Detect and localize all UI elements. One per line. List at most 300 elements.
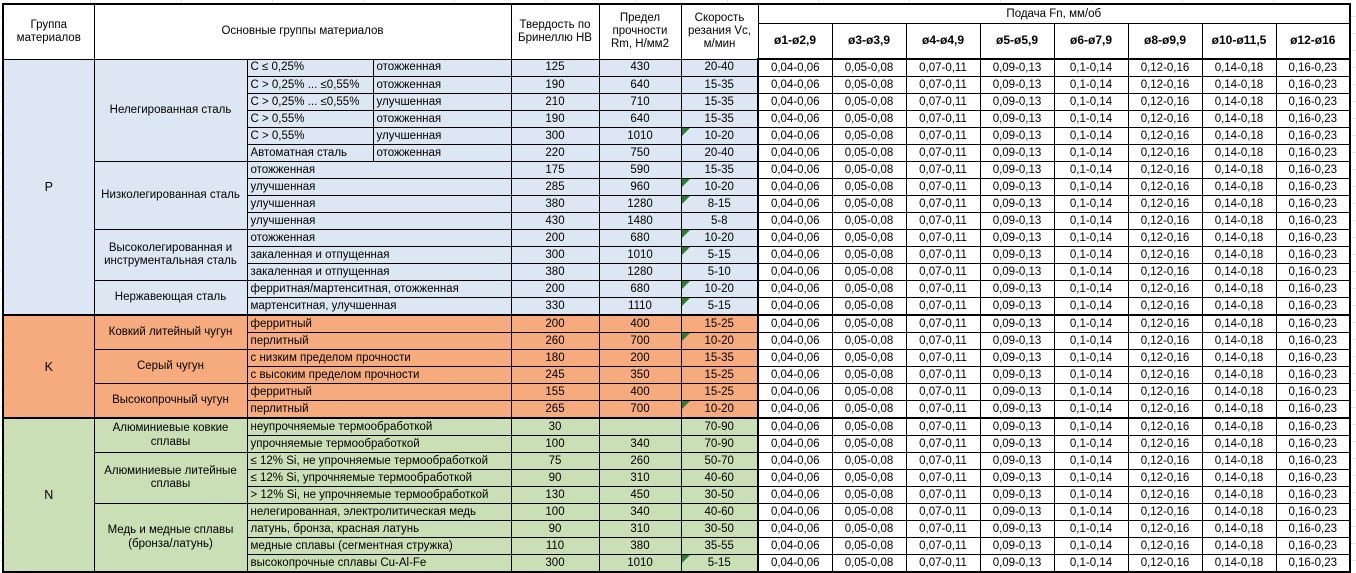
material-group-name-cell[interactable]: Нелегированная сталь xyxy=(94,59,247,162)
feed-cell[interactable]: 0,14-0,18 xyxy=(1202,162,1276,179)
material-condition-cell[interactable]: отожженная xyxy=(247,230,511,247)
cutting-speed-cell[interactable] xyxy=(681,521,758,538)
feed-cell[interactable]: 0,16-0,23 xyxy=(1276,264,1350,281)
material-condition-cell[interactable]: упрочняемые термообработкой xyxy=(247,436,511,453)
hardness-cell[interactable]: 90 xyxy=(511,521,599,538)
feed-cell[interactable]: 0,05-0,08 xyxy=(832,281,906,298)
strength-cell[interactable]: 310 xyxy=(599,521,681,538)
feed-cell[interactable]: 0,05-0,08 xyxy=(832,538,906,555)
feed-cell[interactable]: 0,1-0,14 xyxy=(1054,555,1128,573)
feed-cell[interactable]: 0,05-0,08 xyxy=(832,418,906,436)
feed-cell[interactable]: 0,16-0,23 xyxy=(1276,94,1350,111)
feed-cell[interactable]: 0,05-0,08 xyxy=(832,350,906,367)
feed-cell[interactable]: 0,07-0,11 xyxy=(906,264,980,281)
feed-cell[interactable]: 0,05-0,08 xyxy=(832,453,906,470)
feed-cell[interactable]: 0,16-0,23 xyxy=(1276,179,1350,196)
feed-cell[interactable]: 0,16-0,23 xyxy=(1276,111,1350,128)
material-group-code-cell[interactable]: P xyxy=(3,59,94,315)
hardness-cell[interactable]: 300 xyxy=(511,128,599,145)
feed-cell[interactable]: 0,04-0,06 xyxy=(758,264,832,281)
material-condition-cell[interactable]: с низким пределом прочности xyxy=(247,350,511,367)
feed-cell[interactable]: 0,05-0,08 xyxy=(832,487,906,504)
treatment-cell[interactable]: улучшенная xyxy=(373,94,511,111)
feed-cell[interactable]: 0,07-0,11 xyxy=(906,350,980,367)
cutting-speed-cell[interactable] xyxy=(681,453,758,470)
strength-cell[interactable]: 590 xyxy=(599,162,681,179)
feed-cell[interactable]: 0,14-0,18 xyxy=(1202,418,1276,436)
feed-cell[interactable]: 0,16-0,23 xyxy=(1276,59,1350,77)
feed-cell[interactable]: 0,04-0,06 xyxy=(758,538,832,555)
feed-cell[interactable]: 0,09-0,13 xyxy=(980,128,1054,145)
feed-cell[interactable]: 0,14-0,18 xyxy=(1202,230,1276,247)
feed-cell[interactable]: 0,09-0,13 xyxy=(980,470,1054,487)
feed-diameter-col-header[interactable]: ø12-ø16 xyxy=(1276,24,1350,60)
strength-cell[interactable]: 430 xyxy=(599,59,681,77)
strength-cell[interactable]: 1010 xyxy=(599,128,681,145)
feed-cell[interactable]: 0,1-0,14 xyxy=(1054,281,1128,298)
feed-cell[interactable]: 0,16-0,23 xyxy=(1276,230,1350,247)
feed-cell[interactable]: 0,14-0,18 xyxy=(1202,521,1276,538)
feed-cell[interactable]: 0,12-0,16 xyxy=(1128,145,1202,162)
feed-cell[interactable]: 0,07-0,11 xyxy=(906,179,980,196)
material-condition-cell[interactable]: отожженная xyxy=(247,162,511,179)
feed-cell[interactable]: 0,12-0,16 xyxy=(1128,128,1202,145)
feed-cell[interactable]: 0,07-0,11 xyxy=(906,145,980,162)
material-condition-cell[interactable]: ферритный xyxy=(247,384,511,401)
feed-cell[interactable]: 0,04-0,06 xyxy=(758,504,832,521)
hardness-cell[interactable]: 90 xyxy=(511,470,599,487)
material-group-name-cell[interactable]: Медь и медные сплавы (бронза/латунь) xyxy=(94,504,247,573)
cutting-speed-cell[interactable] xyxy=(681,179,758,196)
material-subtype-cell[interactable]: C > 0,55% xyxy=(247,128,373,145)
strength-cell[interactable]: 750 xyxy=(599,145,681,162)
feed-cell[interactable]: 0,14-0,18 xyxy=(1202,470,1276,487)
feed-cell[interactable]: 0,07-0,11 xyxy=(906,538,980,555)
cutting-speed-cell[interactable] xyxy=(681,247,758,264)
feed-cell[interactable]: 0,09-0,13 xyxy=(980,521,1054,538)
feed-cell[interactable]: 0,07-0,11 xyxy=(906,94,980,111)
feed-cell[interactable]: 0,14-0,18 xyxy=(1202,247,1276,264)
feed-cell[interactable]: 0,1-0,14 xyxy=(1054,59,1128,77)
material-condition-cell[interactable]: перлитный xyxy=(247,401,511,419)
feed-cell[interactable]: 0,1-0,14 xyxy=(1054,453,1128,470)
feed-cell[interactable]: 0,04-0,06 xyxy=(758,401,832,419)
feed-cell[interactable]: 0,16-0,23 xyxy=(1276,77,1350,94)
feed-cell[interactable]: 0,12-0,16 xyxy=(1128,401,1202,419)
strength-cell[interactable]: 1110 xyxy=(599,298,681,316)
feed-cell[interactable]: 0,07-0,11 xyxy=(906,247,980,264)
hardness-cell[interactable]: 210 xyxy=(511,94,599,111)
feed-cell[interactable]: 0,14-0,18 xyxy=(1202,436,1276,453)
hardness-cell[interactable]: 180 xyxy=(511,350,599,367)
feed-cell[interactable]: 0,09-0,13 xyxy=(980,59,1054,77)
feed-cell[interactable]: 0,07-0,11 xyxy=(906,418,980,436)
strength-cell[interactable]: 340 xyxy=(599,504,681,521)
feed-cell[interactable]: 0,1-0,14 xyxy=(1054,333,1128,350)
strength-cell[interactable]: 200 xyxy=(599,350,681,367)
feed-cell[interactable]: 0,12-0,16 xyxy=(1128,367,1202,384)
strength-cell[interactable]: 640 xyxy=(599,111,681,128)
hardness-cell[interactable]: 200 xyxy=(511,315,599,333)
feed-cell[interactable]: 0,14-0,18 xyxy=(1202,281,1276,298)
material-condition-cell[interactable]: нелегированная, электролитическая медь xyxy=(247,504,511,521)
feed-cell[interactable]: 0,12-0,16 xyxy=(1128,333,1202,350)
feed-cell[interactable]: 0,14-0,18 xyxy=(1202,401,1276,419)
hardness-cell[interactable]: 300 xyxy=(511,555,599,573)
feed-cell[interactable]: 0,07-0,11 xyxy=(906,281,980,298)
hardness-cell[interactable]: 190 xyxy=(511,77,599,94)
cutting-speed-cell[interactable] xyxy=(681,487,758,504)
feed-cell[interactable]: 0,05-0,08 xyxy=(832,401,906,419)
material-group-name-cell[interactable]: Нержавеющая сталь xyxy=(94,281,247,316)
material-condition-cell[interactable]: с высоким пределом прочности xyxy=(247,367,511,384)
material-group-name-cell[interactable]: Высоколегированная и инструментальная сталь xyxy=(94,230,247,281)
strength-cell[interactable]: 1010 xyxy=(599,247,681,264)
feed-cell[interactable]: 0,14-0,18 xyxy=(1202,77,1276,94)
feed-cell[interactable]: 0,09-0,13 xyxy=(980,418,1054,436)
col-header-material-group[interactable]: Группа материалов xyxy=(3,4,94,59)
feed-cell[interactable]: 0,05-0,08 xyxy=(832,179,906,196)
feed-cell[interactable]: 0,1-0,14 xyxy=(1054,247,1128,264)
feed-cell[interactable]: 0,1-0,14 xyxy=(1054,315,1128,333)
feed-cell[interactable]: 0,16-0,23 xyxy=(1276,350,1350,367)
feed-cell[interactable]: 0,16-0,23 xyxy=(1276,247,1350,264)
feed-cell[interactable]: 0,07-0,11 xyxy=(906,333,980,350)
feed-cell[interactable]: 0,1-0,14 xyxy=(1054,521,1128,538)
feed-cell[interactable]: 0,1-0,14 xyxy=(1054,213,1128,230)
feed-cell[interactable]: 0,1-0,14 xyxy=(1054,487,1128,504)
material-condition-cell[interactable]: неупрочняемые термообработкой xyxy=(247,418,511,436)
feed-cell[interactable]: 0,12-0,16 xyxy=(1128,384,1202,401)
feed-cell[interactable]: 0,1-0,14 xyxy=(1054,298,1128,316)
material-group-name-cell[interactable]: Алюминиевые литейные сплавы xyxy=(94,453,247,504)
feed-cell[interactable]: 0,12-0,16 xyxy=(1128,504,1202,521)
cutting-speed-cell[interactable] xyxy=(681,196,758,213)
cutting-speed-cell[interactable] xyxy=(681,281,758,298)
cutting-speed-cell[interactable] xyxy=(681,367,758,384)
feed-cell[interactable]: 0,1-0,14 xyxy=(1054,384,1128,401)
feed-cell[interactable]: 0,14-0,18 xyxy=(1202,196,1276,213)
feed-cell[interactable]: 0,16-0,23 xyxy=(1276,521,1350,538)
material-condition-cell[interactable]: медные сплавы (сегментная стружка) xyxy=(247,538,511,555)
feed-cell[interactable]: 0,05-0,08 xyxy=(832,213,906,230)
feed-cell[interactable]: 0,07-0,11 xyxy=(906,196,980,213)
material-condition-cell[interactable]: ферритная/мартенситная, отожженная xyxy=(247,281,511,298)
feed-cell[interactable]: 0,07-0,11 xyxy=(906,77,980,94)
cutting-speed-cell[interactable] xyxy=(681,59,758,77)
treatment-cell[interactable]: улучшенная xyxy=(373,128,511,145)
feed-cell[interactable]: 0,16-0,23 xyxy=(1276,504,1350,521)
feed-cell[interactable]: 0,16-0,23 xyxy=(1276,315,1350,333)
feed-cell[interactable]: 0,1-0,14 xyxy=(1054,418,1128,436)
feed-cell[interactable]: 0,16-0,23 xyxy=(1276,298,1350,316)
feed-cell[interactable]: 0,14-0,18 xyxy=(1202,298,1276,316)
feed-cell[interactable]: 0,04-0,06 xyxy=(758,315,832,333)
material-subtype-cell[interactable]: C > 0,25% ... ≤0,55% xyxy=(247,77,373,94)
feed-cell[interactable]: 0,16-0,23 xyxy=(1276,538,1350,555)
strength-cell[interactable]: 380 xyxy=(599,538,681,555)
feed-cell[interactable]: 0,1-0,14 xyxy=(1054,230,1128,247)
hardness-cell[interactable]: 75 xyxy=(511,453,599,470)
feed-cell[interactable]: 0,14-0,18 xyxy=(1202,128,1276,145)
feed-diameter-col-header[interactable]: ø6-ø7,9 xyxy=(1054,24,1128,60)
strength-cell[interactable]: 310 xyxy=(599,470,681,487)
strength-cell[interactable]: 1280 xyxy=(599,196,681,213)
feed-cell[interactable]: 0,12-0,16 xyxy=(1128,538,1202,555)
feed-cell[interactable]: 0,12-0,16 xyxy=(1128,77,1202,94)
material-group-name-cell[interactable]: Ковкий литейный чугун xyxy=(94,315,247,350)
feed-cell[interactable]: 0,09-0,13 xyxy=(980,436,1054,453)
feed-cell[interactable]: 0,12-0,16 xyxy=(1128,179,1202,196)
feed-cell[interactable]: 0,1-0,14 xyxy=(1054,196,1128,213)
strength-cell[interactable]: 700 xyxy=(599,333,681,350)
feed-cell[interactable]: 0,09-0,13 xyxy=(980,281,1054,298)
feed-cell[interactable]: 0,07-0,11 xyxy=(906,315,980,333)
hardness-cell[interactable]: 285 xyxy=(511,179,599,196)
feed-cell[interactable]: 0,09-0,13 xyxy=(980,315,1054,333)
feed-cell[interactable]: 0,09-0,13 xyxy=(980,504,1054,521)
cutting-speed-cell[interactable] xyxy=(681,555,758,573)
feed-cell[interactable]: 0,09-0,13 xyxy=(980,487,1054,504)
material-group-code-cell[interactable]: N xyxy=(3,418,94,572)
feed-cell[interactable]: 0,12-0,16 xyxy=(1128,555,1202,573)
hardness-cell[interactable]: 175 xyxy=(511,162,599,179)
feed-cell[interactable]: 0,05-0,08 xyxy=(832,247,906,264)
hardness-cell[interactable]: 300 xyxy=(511,247,599,264)
material-condition-cell[interactable]: высокопрочные сплавы Cu-Al-Fe xyxy=(247,555,511,573)
cutting-speed-cell[interactable] xyxy=(681,538,758,555)
feed-cell[interactable]: 0,04-0,06 xyxy=(758,436,832,453)
feed-cell[interactable]: 0,09-0,13 xyxy=(980,179,1054,196)
feed-cell[interactable]: 0,04-0,06 xyxy=(758,196,832,213)
material-subtype-cell[interactable]: C > 0,55% xyxy=(247,111,373,128)
feed-cell[interactable]: 0,04-0,06 xyxy=(758,145,832,162)
hardness-cell[interactable]: 260 xyxy=(511,333,599,350)
feed-cell[interactable]: 0,16-0,23 xyxy=(1276,384,1350,401)
feed-cell[interactable]: 0,05-0,08 xyxy=(832,470,906,487)
feed-cell[interactable]: 0,1-0,14 xyxy=(1054,111,1128,128)
feed-cell[interactable]: 0,04-0,06 xyxy=(758,247,832,264)
feed-cell[interactable]: 0,16-0,23 xyxy=(1276,333,1350,350)
feed-cell[interactable]: 0,1-0,14 xyxy=(1054,504,1128,521)
material-condition-cell[interactable]: улучшенная xyxy=(247,196,511,213)
hardness-cell[interactable]: 265 xyxy=(511,401,599,419)
feed-cell[interactable]: 0,04-0,06 xyxy=(758,470,832,487)
feed-cell[interactable]: 0,12-0,16 xyxy=(1128,315,1202,333)
feed-cell[interactable]: 0,14-0,18 xyxy=(1202,111,1276,128)
material-condition-cell[interactable]: латунь, бронза, красная латунь xyxy=(247,521,511,538)
feed-cell[interactable]: 0,04-0,06 xyxy=(758,384,832,401)
hardness-cell[interactable]: 110 xyxy=(511,538,599,555)
hardness-cell[interactable]: 430 xyxy=(511,213,599,230)
feed-cell[interactable]: 0,12-0,16 xyxy=(1128,436,1202,453)
feed-cell[interactable]: 0,1-0,14 xyxy=(1054,162,1128,179)
feed-cell[interactable]: 0,16-0,23 xyxy=(1276,213,1350,230)
feed-cell[interactable]: 0,07-0,11 xyxy=(906,298,980,316)
cutting-speed-cell[interactable] xyxy=(681,128,758,145)
feed-diameter-col-header[interactable]: ø5-ø5,9 xyxy=(980,24,1054,60)
hardness-cell[interactable]: 125 xyxy=(511,59,599,77)
feed-cell[interactable]: 0,07-0,11 xyxy=(906,555,980,573)
material-subtype-cell[interactable]: C ≤ 0,25% xyxy=(247,59,373,77)
feed-cell[interactable]: 0,14-0,18 xyxy=(1202,145,1276,162)
strength-cell[interactable]: 400 xyxy=(599,384,681,401)
feed-cell[interactable]: 0,12-0,16 xyxy=(1128,470,1202,487)
cutting-speed-cell[interactable] xyxy=(681,213,758,230)
hardness-cell[interactable]: 380 xyxy=(511,196,599,213)
feed-cell[interactable]: 0,16-0,23 xyxy=(1276,281,1350,298)
feed-cell[interactable]: 0,05-0,08 xyxy=(832,196,906,213)
feed-cell[interactable]: 0,14-0,18 xyxy=(1202,94,1276,111)
feed-cell[interactable]: 0,04-0,06 xyxy=(758,333,832,350)
strength-cell[interactable]: 1280 xyxy=(599,264,681,281)
feed-cell[interactable]: 0,14-0,18 xyxy=(1202,59,1276,77)
feed-cell[interactable]: 0,12-0,16 xyxy=(1128,111,1202,128)
treatment-cell[interactable]: отожженная xyxy=(373,59,511,77)
strength-cell[interactable]: 680 xyxy=(599,281,681,298)
feed-cell[interactable]: 0,14-0,18 xyxy=(1202,453,1276,470)
feed-cell[interactable]: 0,07-0,11 xyxy=(906,230,980,247)
feed-cell[interactable]: 0,12-0,16 xyxy=(1128,230,1202,247)
feed-cell[interactable]: 0,14-0,18 xyxy=(1202,384,1276,401)
feed-cell[interactable]: 0,04-0,06 xyxy=(758,350,832,367)
feed-cell[interactable]: 0,04-0,06 xyxy=(758,418,832,436)
feed-cell[interactable]: 0,09-0,13 xyxy=(980,213,1054,230)
feed-cell[interactable]: 0,07-0,11 xyxy=(906,162,980,179)
feed-cell[interactable]: 0,04-0,06 xyxy=(758,162,832,179)
feed-cell[interactable]: 0,14-0,18 xyxy=(1202,315,1276,333)
feed-cell[interactable]: 0,09-0,13 xyxy=(980,94,1054,111)
hardness-cell[interactable]: 155 xyxy=(511,384,599,401)
feed-cell[interactable]: 0,05-0,08 xyxy=(832,94,906,111)
feed-cell[interactable]: 0,09-0,13 xyxy=(980,333,1054,350)
strength-cell[interactable]: 450 xyxy=(599,487,681,504)
material-group-name-cell[interactable]: Низколегированная сталь xyxy=(94,162,247,230)
feed-cell[interactable]: 0,12-0,16 xyxy=(1128,298,1202,316)
cutting-speed-cell[interactable] xyxy=(681,145,758,162)
feed-cell[interactable]: 0,09-0,13 xyxy=(980,264,1054,281)
feed-cell[interactable]: 0,16-0,23 xyxy=(1276,470,1350,487)
feed-cell[interactable]: 0,04-0,06 xyxy=(758,111,832,128)
col-header-hardness[interactable]: Твердость по Бринеллю HB xyxy=(511,4,599,59)
hardness-cell[interactable]: 190 xyxy=(511,111,599,128)
feed-cell[interactable]: 0,04-0,06 xyxy=(758,128,832,145)
feed-cell[interactable]: 0,05-0,08 xyxy=(832,315,906,333)
cutting-speed-cell[interactable] xyxy=(681,111,758,128)
feed-cell[interactable]: 0,07-0,11 xyxy=(906,111,980,128)
feed-cell[interactable]: 0,07-0,11 xyxy=(906,128,980,145)
strength-cell[interactable]: 350 xyxy=(599,367,681,384)
feed-cell[interactable]: 0,09-0,13 xyxy=(980,555,1054,573)
feed-cell[interactable]: 0,05-0,08 xyxy=(832,436,906,453)
feed-cell[interactable]: 0,16-0,23 xyxy=(1276,555,1350,573)
feed-cell[interactable]: 0,12-0,16 xyxy=(1128,213,1202,230)
feed-cell[interactable]: 0,07-0,11 xyxy=(906,401,980,419)
treatment-cell[interactable]: отожженная xyxy=(373,145,511,162)
feed-cell[interactable]: 0,05-0,08 xyxy=(832,367,906,384)
feed-cell[interactable]: 0,16-0,23 xyxy=(1276,453,1350,470)
feed-cell[interactable]: 0,1-0,14 xyxy=(1054,470,1128,487)
feed-cell[interactable]: 0,09-0,13 xyxy=(980,247,1054,264)
feed-cell[interactable]: 0,09-0,13 xyxy=(980,401,1054,419)
feed-cell[interactable]: 0,1-0,14 xyxy=(1054,77,1128,94)
feed-cell[interactable]: 0,14-0,18 xyxy=(1202,264,1276,281)
feed-cell[interactable]: 0,1-0,14 xyxy=(1054,94,1128,111)
feed-cell[interactable]: 0,12-0,16 xyxy=(1128,264,1202,281)
feed-cell[interactable]: 0,1-0,14 xyxy=(1054,145,1128,162)
feed-cell[interactable]: 0,12-0,16 xyxy=(1128,418,1202,436)
material-group-code-cell[interactable]: K xyxy=(3,315,94,418)
feed-cell[interactable]: 0,09-0,13 xyxy=(980,367,1054,384)
material-condition-cell[interactable]: улучшенная xyxy=(247,213,511,230)
material-condition-cell[interactable]: мартенситная, улучшенная xyxy=(247,298,511,316)
cutting-speed-cell[interactable] xyxy=(681,470,758,487)
material-condition-cell[interactable]: > 12% Si, не упрочняемые термообработкой xyxy=(247,487,511,504)
feed-cell[interactable]: 0,12-0,16 xyxy=(1128,350,1202,367)
material-condition-cell[interactable]: закаленная и отпущенная xyxy=(247,247,511,264)
feed-cell[interactable]: 0,09-0,13 xyxy=(980,230,1054,247)
feed-cell[interactable]: 0,09-0,13 xyxy=(980,111,1054,128)
feed-diameter-col-header[interactable]: ø10-ø11,5 xyxy=(1202,24,1276,60)
material-group-name-cell[interactable]: Серый чугун xyxy=(94,350,247,384)
material-group-name-cell[interactable]: Алюминиевые ковкие сплавы xyxy=(94,418,247,453)
feed-cell[interactable]: 0,09-0,13 xyxy=(980,453,1054,470)
feed-cell[interactable]: 0,09-0,13 xyxy=(980,350,1054,367)
material-subtype-cell[interactable]: Автоматная сталь xyxy=(247,145,373,162)
feed-cell[interactable]: 0,12-0,16 xyxy=(1128,453,1202,470)
feed-cell[interactable]: 0,05-0,08 xyxy=(832,162,906,179)
col-header-strength[interactable]: Предел прочности Rm, Н/мм2 xyxy=(599,4,681,59)
feed-cell[interactable]: 0,05-0,08 xyxy=(832,230,906,247)
feed-cell[interactable]: 0,05-0,08 xyxy=(832,264,906,281)
feed-cell[interactable]: 0,14-0,18 xyxy=(1202,213,1276,230)
strength-cell[interactable]: 1010 xyxy=(599,555,681,573)
feed-cell[interactable]: 0,12-0,16 xyxy=(1128,94,1202,111)
feed-cell[interactable]: 0,09-0,13 xyxy=(980,196,1054,213)
cutting-speed-cell[interactable] xyxy=(681,504,758,521)
feed-cell[interactable]: 0,07-0,11 xyxy=(906,384,980,401)
feed-cell[interactable]: 0,04-0,06 xyxy=(758,94,832,111)
strength-cell[interactable]: 700 xyxy=(599,401,681,419)
feed-diameter-col-header[interactable]: ø8-ø9,9 xyxy=(1128,24,1202,60)
hardness-cell[interactable]: 30 xyxy=(511,418,599,436)
cutting-speed-cell[interactable] xyxy=(681,418,758,436)
feed-cell[interactable]: 0,05-0,08 xyxy=(832,298,906,316)
material-condition-cell[interactable]: ≤ 12% Si, не упрочняемые термообработкой xyxy=(247,453,511,470)
feed-cell[interactable]: 0,05-0,08 xyxy=(832,77,906,94)
strength-cell[interactable] xyxy=(599,418,681,436)
strength-cell[interactable]: 340 xyxy=(599,436,681,453)
cutting-speed-cell[interactable] xyxy=(681,94,758,111)
feed-cell[interactable]: 0,14-0,18 xyxy=(1202,538,1276,555)
feed-cell[interactable]: 0,14-0,18 xyxy=(1202,487,1276,504)
feed-cell[interactable]: 0,12-0,16 xyxy=(1128,487,1202,504)
feed-cell[interactable]: 0,05-0,08 xyxy=(832,145,906,162)
feed-cell[interactable]: 0,04-0,06 xyxy=(758,213,832,230)
treatment-cell[interactable]: отожженная xyxy=(373,111,511,128)
feed-cell[interactable]: 0,04-0,06 xyxy=(758,521,832,538)
material-subtype-cell[interactable]: C > 0,25% ... ≤0,55% xyxy=(247,94,373,111)
cutting-speed-cell[interactable] xyxy=(681,162,758,179)
hardness-cell[interactable]: 220 xyxy=(511,145,599,162)
feed-cell[interactable]: 0,16-0,23 xyxy=(1276,487,1350,504)
feed-cell[interactable]: 0,12-0,16 xyxy=(1128,59,1202,77)
feed-cell[interactable]: 0,09-0,13 xyxy=(980,298,1054,316)
feed-cell[interactable]: 0,1-0,14 xyxy=(1054,436,1128,453)
feed-cell[interactable]: 0,16-0,23 xyxy=(1276,436,1350,453)
feed-cell[interactable]: 0,04-0,06 xyxy=(758,367,832,384)
feed-cell[interactable]: 0,04-0,06 xyxy=(758,230,832,247)
